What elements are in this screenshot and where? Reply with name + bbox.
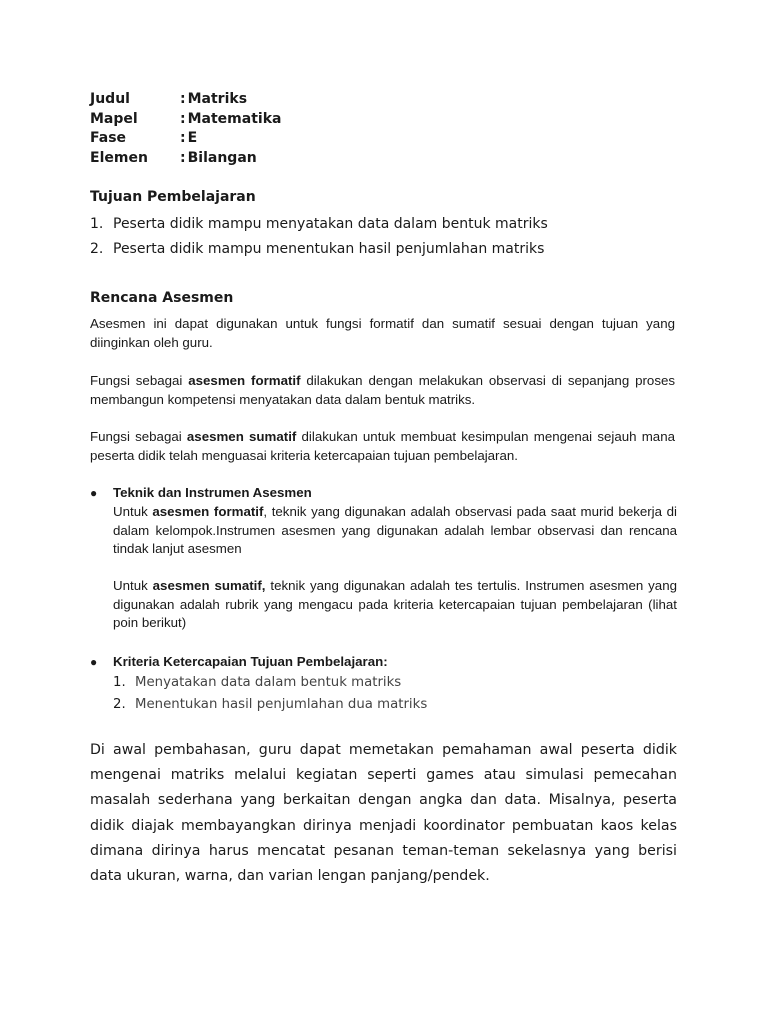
list-item: [113, 672, 427, 694]
text-run: teknik yang digunakan adalah tes tertulis. Instrumen asesmen yang digunakan adalah rubrik yang mengacu pada kriteria ketercapaian tujuan pembelajaran (lihat poin berikut): [113, 578, 677, 630]
list-number: 1.: [113, 675, 126, 690]
meta-separator: :: [180, 150, 186, 167]
text-run: dilakukan untuk membuat kesimpulan mengenai sejauh mana peserta didik telah menguasai kriteria ketercapaian tujuan pembelajaran.: [90, 429, 675, 463]
meta-value: Matriks: [187, 91, 248, 107]
bold-term: asesmen formatif: [152, 504, 264, 519]
asesmen-heading: Rencana Asesmen: [90, 290, 234, 306]
meta-label: Mapel: [90, 110, 138, 127]
text-run: Fungsi sebagai: [90, 429, 187, 444]
meta-separator: :: [180, 91, 186, 107]
teknik-sumatif-paragraph: [113, 577, 677, 633]
list-item: [90, 237, 690, 262]
teknik-section: [90, 484, 677, 634]
teknik-formatif-paragraph: [113, 503, 677, 559]
kriteria-title: Kriteria Ketercapaian Tujuan Pembelajaran:: [113, 654, 388, 669]
meta-value: E: [187, 130, 198, 147]
meta-label: Elemen: [90, 150, 148, 167]
bullet-icon: ●: [90, 486, 98, 500]
kriteria-section: [90, 653, 677, 673]
closing-paragraph: Di awal pembahasan, guru dapat memetakan pemahaman awal peserta didik mengenai matriks melalui kegiatan seperti games atau simulasi pemecahan masalah sederhana yang berkaitan dengan angka dan data. Misalnya, peserta didik diajak membayangkan dirinya menjadi koordinator pembuatan kaos kelas dimana dirinya harus mencatat pesanan teman-teman sekelasnya yang berisi data ukuran, warna, dan varian lengan panjang/pendek.: [90, 742, 677, 885]
meta-value: Matematika: [187, 110, 282, 127]
text-run: Untuk: [113, 504, 153, 519]
kriteria-list: [113, 672, 427, 716]
meta-row-judul: [90, 90, 281, 110]
asesmen-intro: Asesmen ini dapat digunakan untuk fungsi formatif dan sumatif sesuai dengan tujuan yang diinginkan oleh guru.: [90, 316, 675, 350]
meta-separator: :: [180, 110, 186, 127]
asesmen-sumatif-paragraph: [90, 428, 675, 465]
tujuan-list: [90, 212, 690, 262]
meta-label: Fase: [90, 130, 127, 147]
list-number: 2.: [90, 241, 104, 257]
list-number: 2.: [113, 697, 126, 712]
list-text: Menyatakan data dalam bentuk matriks: [135, 675, 402, 690]
list-text: Peserta didik mampu menentukan hasil penjumlahan matriks: [113, 241, 545, 257]
meta-row-fase: [90, 129, 281, 149]
bold-term: asesmen formatif: [188, 373, 301, 388]
bullet-icon: ●: [90, 655, 98, 669]
list-item: [113, 694, 427, 716]
bold-term: asesmen sumatif: [186, 429, 297, 444]
bold-term: asesmen sumatif,: [152, 578, 266, 593]
meta-row-mapel: [90, 110, 281, 130]
asesmen-formatif-paragraph: [90, 372, 675, 409]
list-number: 1.: [90, 216, 104, 232]
meta-separator: :: [180, 130, 186, 147]
meta-label: Judul: [90, 91, 130, 107]
list-item: [90, 212, 690, 237]
document-meta: [90, 90, 281, 169]
text-run: Untuk: [113, 578, 153, 593]
list-text: Menentukan hasil penjumlahan dua matriks: [135, 697, 428, 712]
meta-row-elemen: [90, 149, 281, 169]
meta-value: Bilangan: [187, 150, 257, 167]
teknik-title: Teknik dan Instrumen Asesmen: [113, 485, 312, 500]
text-run: , teknik yang digunakan adalah observasi pada saat murid bekerja di dalam kelompok.Instrumen asesmen yang digunakan adalah lembar observasi dan rencana tindak lanjut asesmen: [113, 504, 677, 556]
tujuan-heading: Tujuan Pembelajaran: [90, 189, 256, 205]
text-run: dilakukan dengan melakukan observasi di sepanjang proses membangun kompetensi menyatakan data dalam bentuk matriks.: [90, 373, 676, 407]
text-run: Fungsi sebagai: [90, 373, 189, 388]
list-text: Peserta didik mampu menyatakan data dalam bentuk matriks: [113, 216, 548, 232]
